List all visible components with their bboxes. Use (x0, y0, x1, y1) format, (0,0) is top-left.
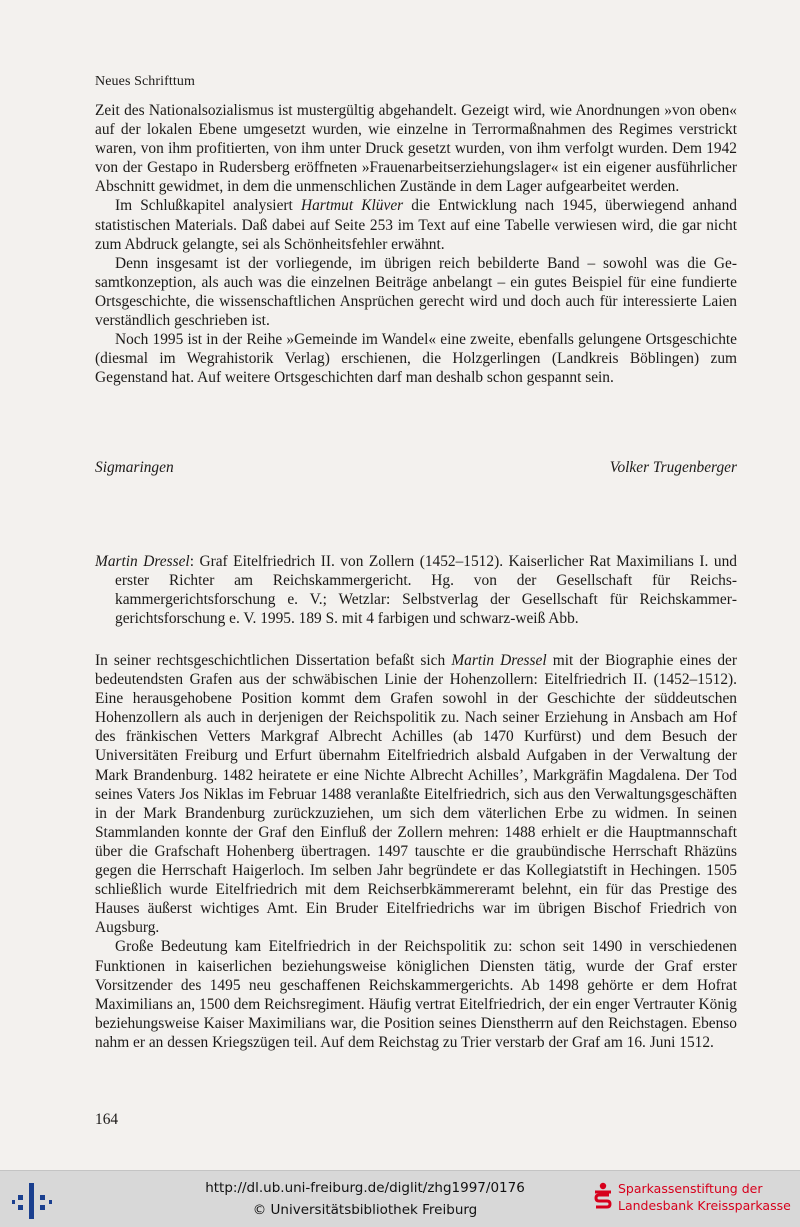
author-name: Martin Dressel (451, 652, 547, 669)
signature-reviewer: Volker Trugenberger (609, 459, 737, 476)
sparkasse-logo-icon (594, 1182, 612, 1212)
author-name: Hartmut Klüver (300, 197, 404, 215)
review-bibliographic-heading: Martin Dressel: Graf Eitelfriedrich II. von Zollern (1452–1512). Kaiserlicher Rat Maximilians I. und erster Richter am Reichskammergericht. Hg. von der Gesellschaft für Reichskammergerichtsforschung e. V.; Wetzlar: Selbstverlag der Gesellschaft für Reichskammergerichtsforschung e. V. 1995. 189 S. mit 4 farbigen und schwarz-weiß Abb. (95, 553, 737, 628)
footer-links (200, 1177, 530, 1221)
copyright-notice: © Universitätsbibliothek Freiburg (252, 1202, 478, 1218)
paragraph: In seiner rechtsgeschichtlichen Dissertation befaßt sich Martin Dressel mit der Biographie eines der bedeutendsten Grafen aus der schwäbischen Linie der Hohenzollern: Eitelfriedrich II. (1452–1512). Eine herausgehobene Position kommt dem Grafen sowohl in der Geschichte der süddeutschen Hohenzollern als auch in derjenigen der Reichspolitik zu. Nach seiner Erziehung in Ansbach am Hof des fränkischen Vetters Markgraf Albrecht Achilles (ab 1470 Kurfürst) und dem Besuch der Universitäten Freiburg und Erfurt übernahm Eitelfriedrich alsbald Aufgaben in der Verwaltung der Mark Brandenburg. 1482 heiratete er eine Nichte Albrecht Achilles’, Markgräfin Magdalena. Der Tod seines Vaters Jos Niklas im Februar 1488 veranlaßte Eitelfriedrich, sich aus den Verwaltungsgeschäften in der Mark Brandenburg zurückzuziehen, um sich dem väterlichen Erbe zu widmen. In seinen Stammlanden konnte der Graf den Einfluß der Zollern mehren: 1488 erhielt er die Hauptmannschaft über die Grafschaft Hohenberg übertragen. 1497 tauschte er die graubündische Herrschaft Rhäzüns gegen die Herrschaft Haigerloch. Im selben Jahr begründete er das Kollegiatstift in Hechingen. 1505 schließlich wurde Eitelfriedrich mit dem Reichserbkämmereramt belehnt, ein für das Prestige des Hauses äußerst wichtiges Amt. Ein Bruder Eitelfriedrichs war im übrigen Bischof Friedrich von Augsburg. (95, 652, 737, 937)
paragraph: Noch 1995 ist in der Reihe »Gemeinde im Wandel« eine zweite, ebenfalls gelungene Ortsgeschichte (diesmal im Wegrahistorik Verlag) erschienen, die Holzgerlingen (Landkreis Böblingen) zum Gegenstand hat. Auf weitere Ortsgeschichten darf man deshalb schon gespannt sein. (95, 331, 737, 387)
paragraph: Zeit des Nationalsozialismus ist mustergültig abgehandelt. Gezeigt wird, wie Anordnungen »von oben« auf der lokalen Ebene umgesetzt wurden, wie einzelne in Terrormaßnahmen des Regimes verstrickt waren, von ihm profitierten, von ihm unter Druck gesetzt wurden, von ihm verfolgt wurden. Dem 1942 von der Gestapo in Rudersberg eröffneten »Frauenarbeitserziehungslager« ist ein eigener ausführlicher Abschnitt gewidmet, in dem die unmenschlichen Zustände in dem Lager aufgearbeitet werden. (95, 102, 737, 196)
permalink[interactable]: http://dl.ub.uni-freiburg.de/diglit/zhg1997/0176 (205, 1180, 525, 1196)
signature-place: Sigmaringen (95, 459, 174, 476)
paragraph: Im Schlußkapitel analysiert Hartmut Klüver die Entwicklung nach 1945, überwiegend anhand statistischen Materials. Daß dabei auf Seite 253 im Text auf eine Tabelle verwiesen wird, die gar nicht zum Abdruck gelangte, sei als Schönheitsfehler erwähnt. (95, 197, 737, 253)
review-text-bottom (95, 651, 737, 1052)
sponsor-name: Sparkassenstiftung der Landesbank Kreissparkasse (618, 1181, 791, 1213)
running-head: Neues Schrifttum (95, 74, 195, 89)
review-text-top (95, 101, 737, 387)
book-author: Martin Dressel (95, 553, 190, 570)
viewer-footer (0, 1170, 800, 1227)
page-number: 164 (95, 1111, 119, 1128)
digital-library-logo-icon (12, 1181, 52, 1221)
paragraph: Große Bedeutung kam Eitelfriedrich in der Reichspolitik zu: schon seit 1490 in verschiedenen Funktionen in kaiserlichen beziehungsweise königlichen Diensten tätig, wurde der Graf erster Vorsitzender des 1495 neu geschaffenen Reichskammergerichts. Ab 1498 gehörte er dem Hofrat Maximilians an, 1500 dem Reichsregiment. Häufig vertrat Eitelfriedrich, der ein enger Vertrauter König beziehungsweise Kaiser Maximilians war, die Position seines Dienstherrn auf den Reichstagen. Ebenso nahm er an dessen Kriegszügen teil. Auf dem Reichstag zu Trier verstarb der Graf am 16. Juni 1512. (95, 938, 737, 1051)
paragraph: Denn insgesamt ist der vorliegende, im übrigen reich bebilderte Band – sowohl was die Gesamtkonzeption, als auch was die einzelnen Beiträge anbelangt – ein gutes Beispiel für eine fundierte Ortsgeschichte, die wissenschaftlichen Ansprüchen gerecht wird und doch auch für interessierte Laien verständlich geschrieben ist. (95, 254, 737, 330)
signature-line (95, 459, 737, 477)
